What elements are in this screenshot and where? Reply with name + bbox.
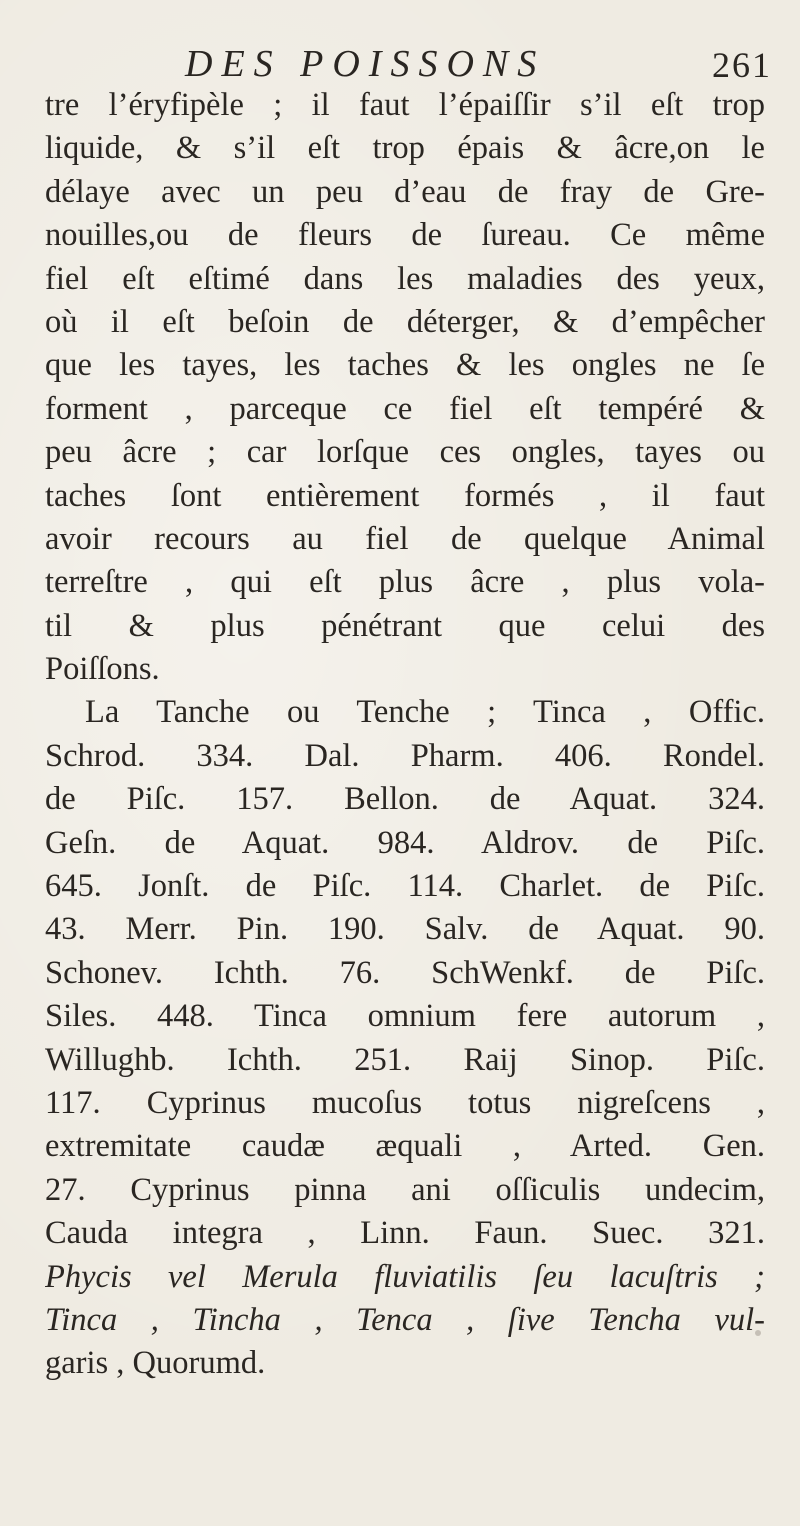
text-line: avoir recours au fiel de quelque Animal [45, 520, 765, 557]
page-number: 261 [712, 45, 772, 85]
text-line: où il eſt beſoin de déterger, & d’empêcher [45, 303, 765, 340]
text-line: 43. Merr. Pin. 190. Salv. de Aquat. 90. [45, 911, 765, 948]
text-line: La Tanche ou Tenche ; Tinca , Offic. [85, 694, 765, 731]
text-line: Tinca , Tincha , Tenca , ſive Tencha vul- [45, 1301, 765, 1338]
text-line: taches ſont entièrement formés , il faut [45, 477, 765, 514]
text-line: 645. Jonſt. de Piſc. 114. Charlet. de Piſc. [45, 868, 765, 905]
text-line: liquide, & s’il eſt trop épais & âcre,on le [45, 130, 765, 167]
text-line: Schrod. 334. Dal. Pharm. 406. Rondel. [45, 737, 765, 774]
text-line: Phycis vel Merula fluviatilis ſeu lacuſtris ; [45, 1258, 765, 1295]
text-line: Schonev. Ichth. 76. SchWenkf. de Piſc. [45, 954, 765, 991]
text-line: de Piſc. 157. Bellon. de Aquat. 324. [45, 781, 765, 818]
text-line: que les tayes, les taches & les ongles ne ſe [45, 347, 765, 384]
text-line: Siles. 448. Tinca omnium fere autorum , [45, 998, 765, 1035]
paper-speck [755, 1330, 761, 1336]
text-line: fiel eſt eſtimé dans les maladies des yeux, [45, 260, 765, 297]
text-line: Geſn. de Aquat. 984. Aldrov. de Piſc. [45, 824, 765, 861]
text-line: Cauda integra , Linn. Faun. Suec. 321. [45, 1215, 765, 1252]
text-line: nouilles,ou de fleurs de ſureau. Ce même [45, 217, 765, 254]
text-line: Poiſſons. [45, 651, 160, 688]
text-line: 117. Cyprinus mucoſus totus nigreſcens , [45, 1084, 765, 1121]
text-line: délaye avec un peu d’eau de fray de Gre- [45, 173, 765, 210]
body-text [45, 84, 765, 1386]
text-line: Willughb. Ichth. 251. Raij Sinop. Piſc. [45, 1041, 765, 1078]
text-line: extremitate caudæ æquali , Arted. Gen. [45, 1128, 765, 1165]
running-head: DES POISSONS [185, 43, 546, 85]
text-line: terreſtre , qui eſt plus âcre , plus vola- [45, 564, 765, 601]
text-line: forment , parceque ce fiel eſt tempéré & [45, 390, 765, 427]
text-line: peu âcre ; car lorſque ces ongles, tayes ou [45, 434, 765, 471]
text-line: tre l’éryfipèle ; il faut l’épaiſſir s’il eſt trop [45, 87, 765, 123]
text-line: til & plus pénétrant que celui des [45, 607, 765, 644]
text-line: garis , Quorumd. [45, 1345, 266, 1382]
text-line: 27. Cyprinus pinna ani oſſiculis undecim, [45, 1171, 765, 1208]
